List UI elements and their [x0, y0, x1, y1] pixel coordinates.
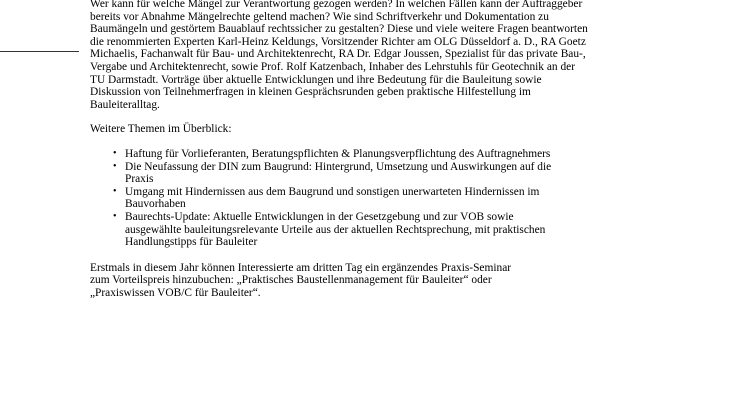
closing-paragraph: Erstmals in diesem Jahr können Interessierte am dritten Tag ein ergänzendes Praxis-Seminar zum Vorteilspreis hinzubuchen: „Praktisches Baustellenmanagement für Bauleiter“ oder „Praxiswissen VOB/C für Bauleiter“. [90, 261, 512, 299]
topic-text: Baurechts-Update: Aktuelle Entwicklungen in der Gesetzgebung und zur VOB sowie ausgewählte bauleitungsrelevante Urteile aus der aktuellen Rechtsprechung, mit praktischen Handlungstipps für Bauleiter [125, 210, 546, 249]
document-body [90, 0, 590, 299]
intro-paragraph: Wer kann für welche Mängel zur Verantwortung gezogen werden? In welchen Fällen kann der Auftraggeber bereits vor Abnahme Mängelrechte geltend machen? Wie sind Schriftverkehr und Dokumentation zu Baumängeln und gestörtem Bauablauf rechtssicher zu gestalten? Diese und viele weitere Fragen beantworten die renommierten Experten Karl-Heinz Keldungs, Vorsitzender Richter am OLG Düsseldorf a. D., RA Goetz Michaelis, Fachanwalt für Bau- und Architektenrecht, RA Dr. Edgar Joussen, Spezialist für das private Bau-, Vergabe und Architektenrecht, sowie Prof. Rolf Katzenbach, Inhaber des Lehrstuhls für Geotechnik an der TU Darmstadt. Vorträge über aktuelle Entwicklungen und ihre Bedeutung für die Bauleitung sowie Diskussion von Teilnehmerfragen in kleinen Gesprächsrunden geben praktische Hilfestellung im Bauleiteralltag. [90, 0, 588, 111]
bullet-icon: • [113, 147, 117, 159]
list-item [90, 148, 565, 161]
bullet-icon: • [113, 185, 117, 197]
bullet-icon: • [113, 210, 117, 222]
list-item [90, 211, 565, 249]
topic-text: Die Neufassung der DIN zum Baugrund: Hintergrund, Umsetzung und Auswirkungen auf die Praxis [125, 160, 552, 186]
list-item [90, 186, 565, 211]
overview-heading: Weitere Themen im Überblick: [90, 123, 232, 136]
list-item [90, 161, 565, 186]
bullet-icon: • [113, 160, 117, 172]
topic-text: Haftung für Vorlieferanten, Beratungspflichten & Planungsverpflichtung des Auftragnehmers [125, 147, 551, 160]
topics-list [90, 148, 590, 249]
margin-rule [0, 51, 79, 52]
topic-text: Umgang mit Hindernissen aus dem Baugrund und sonstigen unerwarteten Hindernissen im Bauvorhaben [125, 185, 540, 211]
